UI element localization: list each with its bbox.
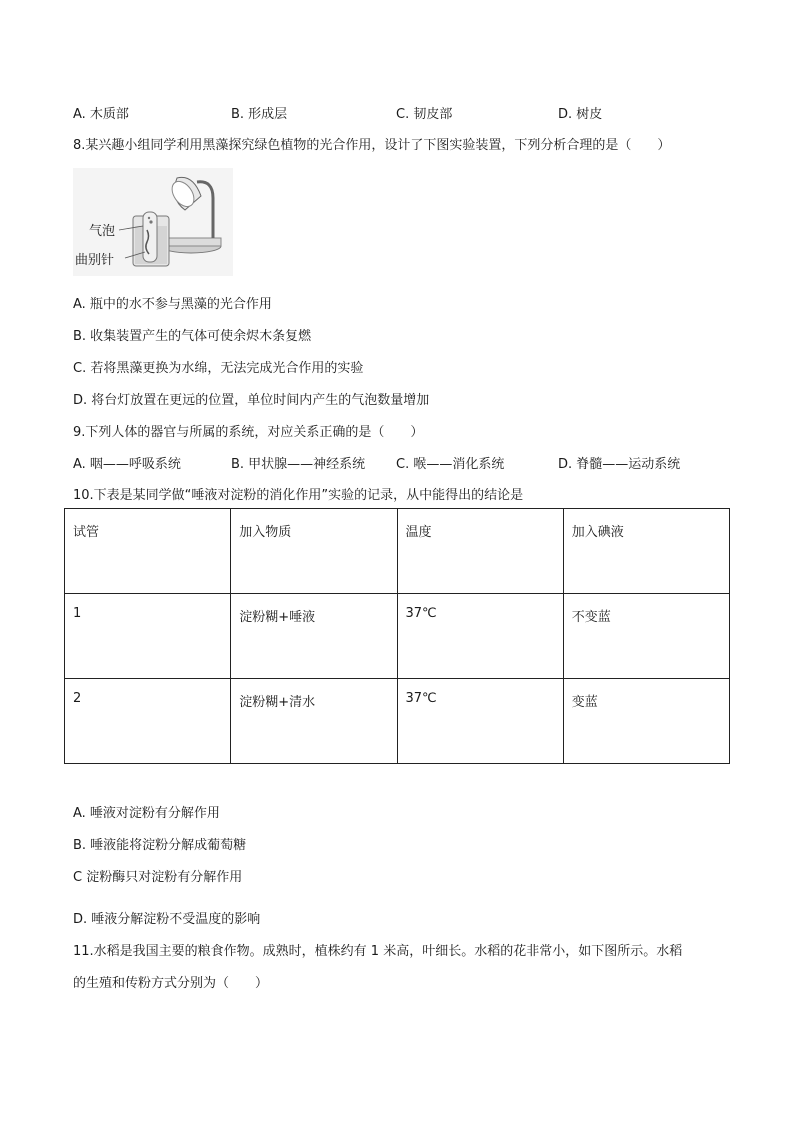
- q8-option-a: A. 瓶中的水不参与黑藻的光合作用: [73, 297, 272, 312]
- q8-experiment-figure: [73, 168, 233, 276]
- q10-option-d: D. 唾液分解淀粉不受温度的影响: [73, 912, 261, 927]
- table-row: [65, 679, 730, 764]
- q8-option-c: C. 若将黑藻更换为水绵，无法完成光合作用的实验: [73, 361, 364, 376]
- header-iodine: 加入碘液: [563, 509, 729, 594]
- q8-option-d: D. 将台灯放置在更远的位置，单位时间内产生的气泡数量增加: [73, 393, 430, 408]
- q7-option-d: D. 树皮: [558, 107, 603, 122]
- table-cell: 2: [65, 679, 231, 764]
- q9-option-a: A. 咽——呼吸系统: [73, 457, 181, 472]
- q9-stem: 9.下列人体的器官与所属的系统，对应关系正确的是（ ）: [73, 425, 424, 440]
- q10-option-a: A. 唾液对淀粉有分解作用: [73, 806, 220, 821]
- lamp-apparatus-illustration: [73, 168, 233, 276]
- q8-stem: 8.某兴趣小组同学利用黑藻探究绿色植物的光合作用，设计了下图实验装置，下列分析合理的是（ ）: [73, 138, 671, 153]
- figure-label-bubble: 气泡: [89, 224, 116, 239]
- table-cell: 1: [65, 594, 231, 679]
- q9-option-c: C. 喉——消化系统: [396, 457, 505, 472]
- table-row: [65, 594, 730, 679]
- table-cell: 变蓝: [563, 679, 729, 764]
- q10-stem: 10.下表是某同学做“唾液对淀粉的消化作用”实验的记录，从中能得出的结论是: [73, 488, 524, 503]
- q7-option-b: B. 形成层: [231, 107, 288, 122]
- table-cell: 淀粉糊+唾液: [231, 594, 397, 679]
- q7-option-c: C. 韧皮部: [396, 107, 453, 122]
- header-tube: 试管: [65, 509, 231, 594]
- header-substance: 加入物质: [231, 509, 397, 594]
- table-header-row: [65, 509, 730, 594]
- header-temperature: 温度: [397, 509, 563, 594]
- q10-option-b: B. 唾液能将淀粉分解成葡萄糖: [73, 838, 247, 853]
- table-cell: 37℃: [397, 679, 563, 764]
- q9-options: [73, 453, 733, 473]
- q10-option-c: C 淀粉酶只对淀粉有分解作用: [73, 870, 243, 885]
- experiment-record-table: [64, 508, 730, 764]
- q7-options: [73, 103, 733, 123]
- q11-stem-line2: 的生殖和传粉方式分别为（ ）: [73, 976, 269, 991]
- table-cell: 淀粉糊+清水: [231, 679, 397, 764]
- figure-label-paperclip: 曲别针: [75, 253, 115, 268]
- q9-option-d: D. 脊髓——运动系统: [558, 457, 681, 472]
- q7-option-a: A. 木质部: [73, 107, 129, 122]
- table-cell: 37℃: [397, 594, 563, 679]
- q9-option-b: B. 甲状腺——神经系统: [231, 457, 366, 472]
- q11-stem-line1: 11.水稻是我国主要的粮食作物。成熟时，植株约有 1 米高，叶细长。水稻的花非常小，如下图所示。水稻: [73, 944, 683, 959]
- table-cell: 不变蓝: [563, 594, 729, 679]
- q8-option-b: B. 收集装置产生的气体可使余烬木条复燃: [73, 329, 312, 344]
